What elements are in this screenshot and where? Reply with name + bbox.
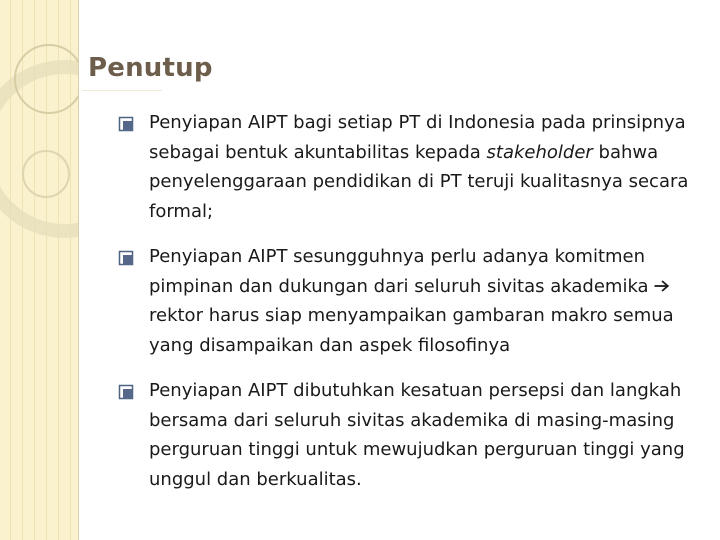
bullet-text [149,376,698,494]
checkbox-square-icon [118,384,134,400]
bullet-text-part: Penyiapan AIPT sesungguhnya perlu adanya komitmen pimpinan dan dukungan dari seluruh sivitas akademika [149,246,655,297]
decorative-ring [22,150,70,198]
bullet-arrow-text: rektor harus siap menyampaikan gambaran makro semua yang disampaikan dan aspek filosofinya [149,305,674,356]
bullet-item [118,108,698,226]
title-divider [82,90,162,91]
checkbox-square-icon [118,250,134,266]
bullet-item [118,242,698,360]
bullet-text [149,108,698,226]
bullet-text-part: Penyiapan AIPT dibutuhkan kesatuan persepsi dan langkah bersama dari seluruh sivitas akademika di masing-masing perguruan tinggi untuk mewujudkan perguruan tinggi yang unggul dan berkualitas. [149,380,685,490]
checkbox-square-icon [118,116,134,132]
bullet-text [149,242,698,360]
bullet-text-part: Penyiapan AIPT bagi setiap PT di Indonesia pada prinsipnya sebagai bentuk akuntabilitas kepada [149,112,686,163]
bullet-item [118,376,698,494]
right-arrow-icon [654,280,669,292]
decorative-ring [14,44,79,114]
side-decoration-band [0,0,79,540]
bullet-list [118,108,698,510]
bullet-text-part: bahwa penyelenggaraan pendidikan di PT teruji kualitasnya secara formal; [149,141,689,222]
bullet-italic-term: stakeholder [486,141,593,163]
slide-title: Penutup [88,53,213,83]
